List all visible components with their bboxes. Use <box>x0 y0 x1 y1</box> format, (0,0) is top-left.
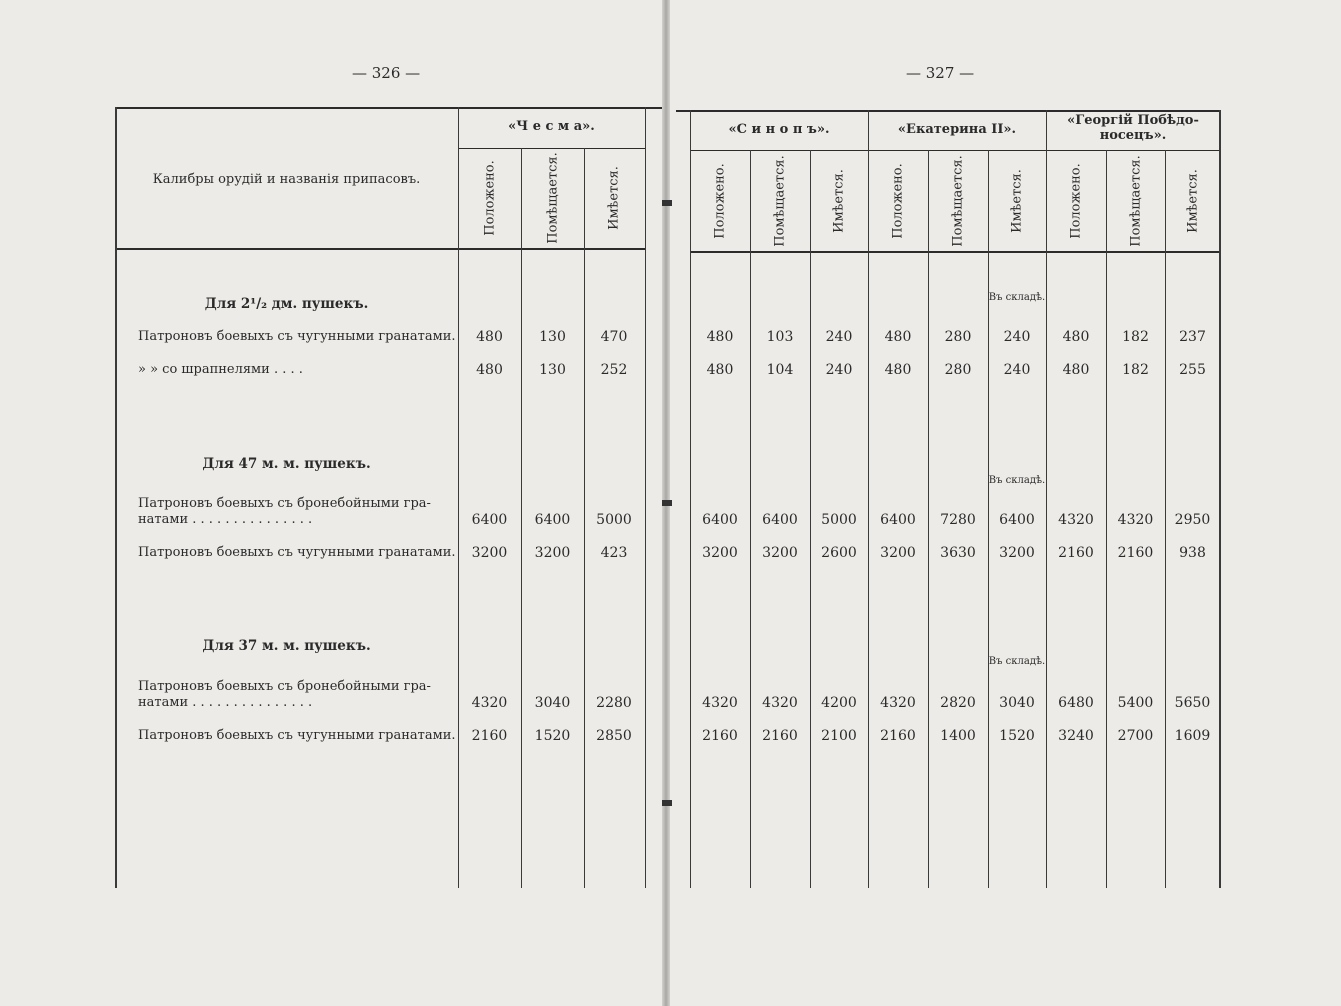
column-rule <box>810 150 811 888</box>
table-left-border <box>115 107 117 888</box>
table-cell: 4320 <box>1117 512 1154 528</box>
subcolumn-header <box>1165 150 1220 251</box>
subcolumn-header <box>1046 150 1106 251</box>
table-cell: 423 <box>600 545 628 561</box>
column-rule <box>1165 150 1166 888</box>
table-cell: 4320 <box>471 695 508 711</box>
subcolumn-header <box>988 150 1046 251</box>
table-cell: 6400 <box>471 512 508 528</box>
subcolumn-header-label: Имѣется. <box>1185 168 1200 233</box>
subcolumn-header-label: Помѣщается. <box>545 152 560 244</box>
table-cell: 4320 <box>880 695 916 711</box>
table-cell: 1520 <box>534 728 571 744</box>
table-cell: 2850 <box>596 728 632 744</box>
stitch-mark <box>662 800 672 806</box>
table-cell: 4200 <box>821 695 857 711</box>
column-rule <box>521 148 522 888</box>
subcolumn-header <box>750 150 810 251</box>
table-cell: 5400 <box>1117 695 1154 711</box>
storage-note: Въ складѣ. <box>988 292 1046 303</box>
column-rule <box>988 150 989 888</box>
table-cell: 3200 <box>534 545 571 561</box>
column-rule <box>750 150 751 888</box>
table-cell: 252 <box>600 362 628 378</box>
table-header-rule-left <box>115 248 645 250</box>
subcolumn-header <box>458 148 521 248</box>
subcolumn-header-label: Положено. <box>482 160 497 236</box>
storage-note: Въ складѣ. <box>988 475 1046 486</box>
column-rule <box>1106 150 1107 888</box>
table-cell: 1520 <box>999 728 1035 744</box>
table-cell: 3200 <box>762 545 798 561</box>
table-cell: 1400 <box>940 728 976 744</box>
table-cell: 182 <box>1122 329 1149 345</box>
row-label: » » со шрапнелями . . . . <box>138 362 303 377</box>
table-cell: 130 <box>539 329 566 345</box>
subcolumn-header-label: Положено. <box>890 162 906 239</box>
table-cell: 480 <box>1062 329 1090 345</box>
table-cell: 480 <box>476 362 503 378</box>
table-cell: 6400 <box>762 512 798 528</box>
storage-note: Въ складѣ. <box>988 656 1046 667</box>
table-cell: 103 <box>766 329 794 345</box>
table-cell: 2160 <box>471 728 508 744</box>
table-cell: 4320 <box>702 695 738 711</box>
stitch-mark <box>662 200 672 206</box>
table-cell: 237 <box>1179 329 1206 345</box>
table-cell: 6400 <box>880 512 916 528</box>
page-number-right: — 327 — <box>906 64 975 82</box>
table-cell: 480 <box>1062 362 1090 378</box>
table-cell: 3040 <box>999 695 1035 711</box>
table-cell: 130 <box>539 362 566 378</box>
subcolumn-header <box>928 150 988 251</box>
table-cell: 480 <box>884 362 912 378</box>
column-rule <box>584 148 585 888</box>
table-cell: 240 <box>1003 362 1031 378</box>
subcolumn-header <box>690 150 750 251</box>
section-title: Для 37 м. м. пушекъ. <box>202 638 371 654</box>
ship-name: «С и н о п ъ». <box>728 122 830 137</box>
subcolumn-header <box>521 148 584 248</box>
subcolumn-header-label: Положено. <box>712 162 728 239</box>
table-header-rule-right <box>690 251 1220 253</box>
table-cell: 2950 <box>1174 512 1211 528</box>
stitch-mark <box>662 500 672 506</box>
table-cell: 480 <box>706 329 734 345</box>
table-cell: 3200 <box>702 545 738 561</box>
table-cell: 7280 <box>940 512 976 528</box>
table-cell: 5000 <box>596 512 632 528</box>
table-cell: 2820 <box>940 695 976 711</box>
subcolumn-header <box>810 150 868 251</box>
subcolumn-header-label: Имѣется. <box>831 168 847 233</box>
page-number-left: — 326 — <box>352 64 421 82</box>
table-cell: 240 <box>1003 329 1031 345</box>
table-cell: 3200 <box>880 545 916 561</box>
column-rule <box>645 107 646 888</box>
table-cell: 2600 <box>821 545 857 561</box>
table-cell: 480 <box>476 329 503 345</box>
table-cell: 3240 <box>1058 728 1094 744</box>
subcolumn-header-label: Имѣется. <box>606 166 622 230</box>
section-title: Для 2¹/₂ дм. пушекъ. <box>204 296 369 312</box>
table-cell: 240 <box>825 329 853 345</box>
subcolumn-header-label: Положено. <box>1068 162 1084 239</box>
table-cell: 480 <box>706 362 734 378</box>
table-cell: 6480 <box>1058 695 1094 711</box>
ship-name: «Екатерина II». <box>897 122 1017 137</box>
table-top-rule-right <box>676 110 1220 112</box>
table-cell: 182 <box>1122 362 1149 378</box>
table-cell: 2700 <box>1117 728 1154 744</box>
row-label: Патроновъ боевыхъ съ бронебойными гра- натами . . . . . . . . . . . . . . . <box>138 496 431 527</box>
subcolumn-header <box>868 150 928 251</box>
row-label: Патроновъ боевыхъ съ чугунными гранатами. <box>138 545 456 560</box>
table-cell: 2160 <box>762 728 798 744</box>
row-label: Патроновъ боевыхъ съ чугунными гранатами. <box>138 329 456 344</box>
table-cell: 2160 <box>880 728 916 744</box>
table-cell: 1609 <box>1174 728 1211 744</box>
subcolumn-header-label: Помѣщается. <box>1128 154 1143 247</box>
row-label: Патроновъ боевыхъ съ бронебойными гра- натами . . . . . . . . . . . . . . . <box>138 679 431 710</box>
row-header-label: Калибры орудій и названія припасовъ. <box>152 172 421 187</box>
subcolumn-header-label: Помѣщается. <box>950 154 966 247</box>
table-cell: 255 <box>1179 362 1206 378</box>
section-title: Для 47 м. м. пушекъ. <box>202 456 371 472</box>
table-cell: 938 <box>1179 545 1206 561</box>
table-cell: 2280 <box>596 695 632 711</box>
table-cell: 3200 <box>471 545 508 561</box>
subcolumn-header <box>584 148 644 248</box>
table-cell: 4320 <box>1058 512 1094 528</box>
table-cell: 6400 <box>534 512 571 528</box>
table-cell: 2160 <box>1058 545 1094 561</box>
table-cell: 104 <box>766 362 794 378</box>
ship-name: «Георгій Побѣдо- носецъ». <box>1067 113 1199 143</box>
subcolumn-header-label: Имѣется. <box>1009 168 1025 233</box>
table-cell: 6400 <box>702 512 738 528</box>
table-cell: 2160 <box>702 728 738 744</box>
table-cell: 3040 <box>534 695 571 711</box>
table-cell: 4320 <box>762 695 798 711</box>
table-top-rule-left <box>115 107 662 109</box>
column-rule <box>928 150 929 888</box>
row-label: Патроновъ боевыхъ съ чугунными гранатами. <box>138 728 456 743</box>
table-cell: 3200 <box>999 545 1035 561</box>
table-cell: 2100 <box>821 728 857 744</box>
table-cell: 280 <box>944 329 972 345</box>
table-cell: 6400 <box>999 512 1035 528</box>
table-cell: 240 <box>825 362 853 378</box>
table-cell: 2160 <box>1117 545 1154 561</box>
table-cell: 470 <box>600 329 628 345</box>
table-cell: 5650 <box>1174 695 1211 711</box>
table-cell: 3630 <box>940 545 976 561</box>
table-cell: 5000 <box>821 512 857 528</box>
ship-name: «Ч е с м а». <box>508 119 595 134</box>
table-cell: 480 <box>884 329 912 345</box>
table-cell: 280 <box>944 362 972 378</box>
subcolumn-header-label: Помѣщается. <box>772 154 788 247</box>
subcolumn-header <box>1106 150 1165 251</box>
